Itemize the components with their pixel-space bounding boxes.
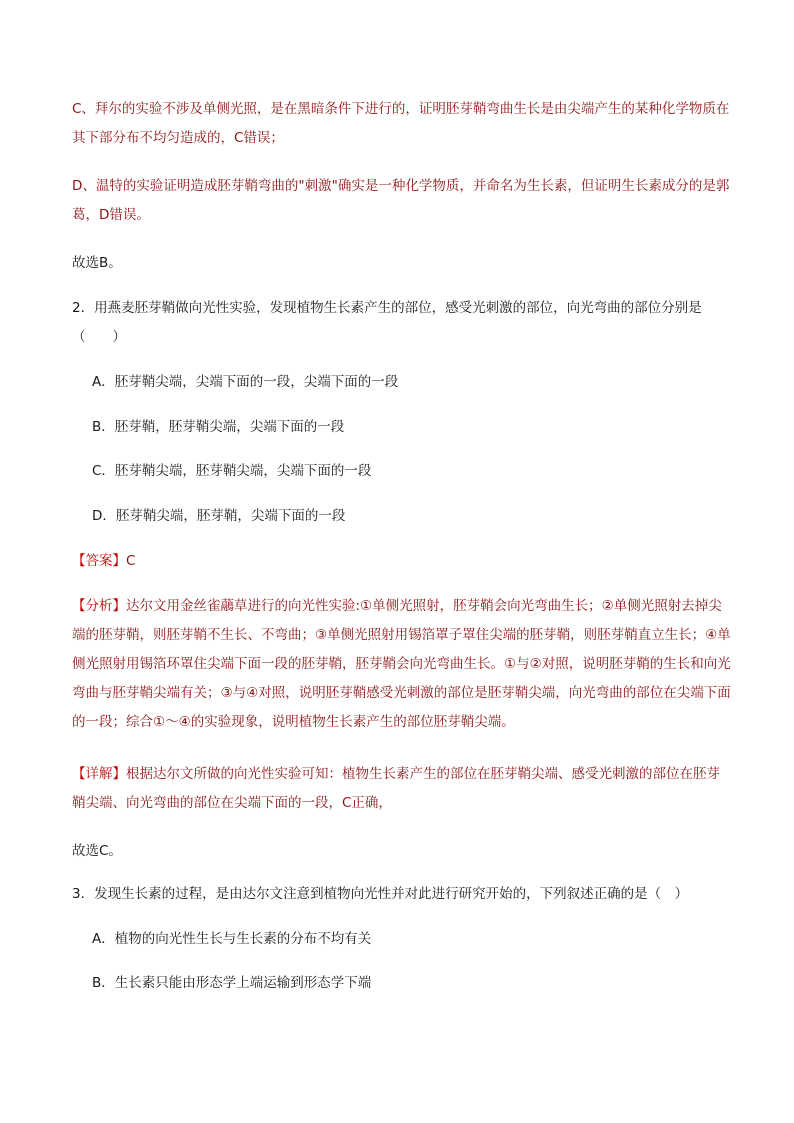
analysis-tag: 【分析】: [72, 598, 126, 614]
answer-value: C: [126, 553, 136, 569]
previous-choice: 故选B。: [72, 255, 122, 271]
q2-option-c: C．胚芽鞘尖端，胚芽鞘尖端，尖端下面的一段: [92, 463, 372, 479]
explanation-d: D、温特的实验证明造成胚芽鞘弯曲的"刺激"确实是一种化学物质，并命名为生长素，但证明生长素成分的是郭葛，D错误。: [72, 178, 730, 223]
answer-tag: 【答案】: [72, 553, 126, 569]
q2-analysis: [72, 592, 732, 737]
q2-answer: [72, 547, 732, 576]
q2-detail: [72, 760, 732, 818]
question-3-stem: 3．发现生长素的过程，是由达尔文注意到植物向光性并对此进行研究开始的，下列叙述正确的是（ ）: [72, 886, 689, 902]
detail-text: 根据达尔文所做的向光性实验可知：植物生长素产生的部位在胚芽鞘尖端、感受光刺激的部位在胚芽鞘尖端、向光弯曲的部位在尖端下面的一段，C正确，: [72, 766, 720, 811]
q2-choice: 故选C。: [72, 843, 122, 859]
detail-tag: 【详解】: [72, 766, 126, 782]
q3-option-a: A．植物的向光性生长与生长素的分布不均有关: [92, 931, 372, 947]
q2-option-b: B．胚芽鞘，胚芽鞘尖端，尖端下面的一段: [92, 419, 345, 435]
q2-option-a: A．胚芽鞘尖端，尖端下面的一段，尖端下面的一段: [92, 374, 399, 390]
analysis-text: 达尔文用金丝雀虉草进行的向光性实验:①单侧光照射，胚芽鞘会向光弯曲生长；②单侧光照射去掉尖端的胚芽鞘，则胚芽鞘不生长、不弯曲；③单侧光照射用锡箔罩子罩住尖端的胚芽鞘，则胚芽鞘直立生长；④单侧光照射用锡箔环罩住尖端下面一段的胚芽鞘，胚芽鞘会向光弯曲生长。①与②对照，说明胚芽鞘的生长和向光弯曲与胚芽鞘尖端有关；③与④对照，说明胚芽鞘感受光刺激的部位是胚芽鞘尖端，向光弯曲的部位在尖端下面的一段；综合①～④的实验现象，说明植物生长素产生的部位胚芽鞘尖端。: [72, 598, 731, 730]
q3-option-b: B．生长素只能由形态学上端运输到形态学下端: [92, 975, 372, 991]
q2-option-d: D．胚芽鞘尖端，胚芽鞘，尖端下面的一段: [92, 508, 346, 524]
explanation-c: C、拜尔的实验不涉及单侧光照，是在黑暗条件下进行的，证明胚芽鞘弯曲生长是由尖端产生的某种化学物质在其下部分布不均匀造成的，C错误；: [72, 101, 730, 146]
question-2-stem: 2．用燕麦胚芽鞘做向光性实验，发现植物生长素产生的部位，感受光刺激的部位，向光弯曲的部位分别是（ ）: [72, 300, 702, 345]
